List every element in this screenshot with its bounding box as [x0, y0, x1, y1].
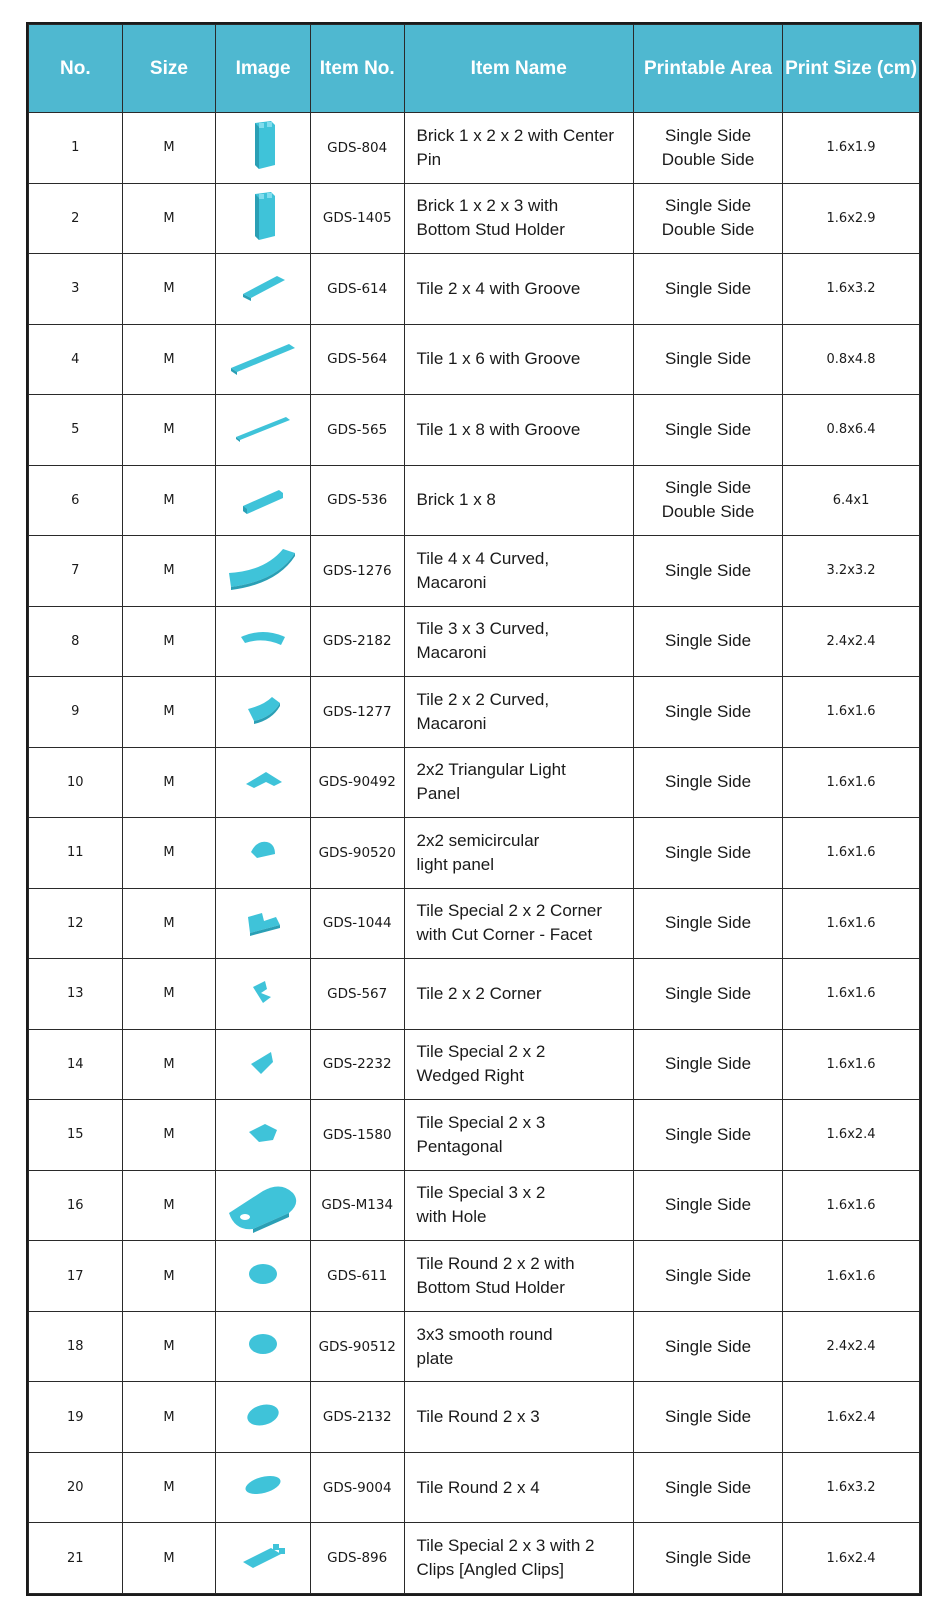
item-name-line: Pentagonal [416, 1136, 503, 1156]
row-image [216, 818, 311, 889]
item-name-line: Tile 2 x 2 Corner [416, 983, 542, 1003]
row-size: M [122, 818, 216, 889]
header-image: Image [216, 25, 311, 113]
row-size: M [122, 324, 216, 395]
row-printable-area [633, 536, 782, 607]
row-image [216, 113, 311, 184]
item-name-line: Tile 2 x 4 with Groove [416, 278, 581, 298]
row-print-size: 1.6x2.4 [783, 1523, 920, 1594]
row-image [216, 1523, 311, 1594]
item-name-line: Tile Round 2 x 4 [416, 1477, 540, 1497]
item-name-line: Macaroni [416, 643, 487, 663]
printable-area-line: Single Side [665, 1054, 752, 1074]
row-item-no: GDS-90492 [310, 747, 404, 818]
row-print-size: 1.6x3.2 [783, 254, 920, 325]
row-number: 14 [29, 1029, 123, 1100]
printable-area-line: Double Side [661, 502, 755, 522]
row-number: 6 [29, 465, 123, 536]
table-row [29, 1100, 920, 1171]
row-item-name [404, 1523, 633, 1594]
row-print-size: 3.2x3.2 [783, 536, 920, 607]
printable-area-line: Single Side [665, 419, 752, 439]
row-item-name [404, 959, 633, 1030]
curve-small-icon [216, 689, 310, 734]
row-item-no: GDS-90520 [310, 818, 404, 889]
item-name-line: with Hole [416, 1207, 487, 1227]
row-print-size: 1.6x1.6 [783, 818, 920, 889]
row-number: 20 [29, 1452, 123, 1523]
item-name-line: Tile Special 2 x 2 [416, 1042, 546, 1062]
table-row [29, 254, 920, 325]
table-row [29, 677, 920, 748]
row-item-no: GDS-90512 [310, 1311, 404, 1382]
tile-long-thin-icon [216, 407, 310, 452]
row-printable-area [633, 183, 782, 254]
item-name-line: Macaroni [416, 713, 487, 733]
printable-area-line: Single Side [665, 1548, 752, 1568]
printable-area-line: Single Side [665, 349, 752, 369]
row-printable-area [633, 747, 782, 818]
item-name-line: Pin [416, 149, 442, 169]
row-number: 11 [29, 818, 123, 889]
row-number: 9 [29, 677, 123, 748]
row-printable-area [633, 113, 782, 184]
row-print-size: 6.4x1 [783, 465, 920, 536]
item-name-line: Tile Round 2 x 2 with [416, 1254, 575, 1273]
table-row [29, 959, 920, 1030]
table-row [29, 324, 920, 395]
item-name-line: with Cut Corner - Facet [416, 925, 593, 945]
row-size: M [122, 888, 216, 959]
pentagon-icon [216, 1112, 310, 1157]
table-row [29, 1382, 920, 1453]
printable-area-line: Double Side [661, 149, 755, 169]
printable-area-line: Single Side [665, 560, 752, 580]
round-plate-icon [216, 1329, 310, 1364]
row-printable-area [633, 959, 782, 1030]
printable-area-line: Single Side [665, 1124, 752, 1144]
row-size: M [122, 606, 216, 677]
row-number: 2 [29, 183, 123, 254]
row-print-size: 0.8x6.4 [783, 395, 920, 466]
printable-area-line: Double Side [661, 220, 755, 240]
item-name-line: Clips [Angled Clips] [416, 1560, 564, 1580]
item-name-line: Tile Special 2 x 3 with 2 [416, 1536, 595, 1556]
row-item-name [404, 747, 633, 818]
row-item-name [404, 465, 633, 536]
row-size: M [122, 395, 216, 466]
clip-tile-icon [216, 1536, 310, 1581]
row-number: 5 [29, 395, 123, 466]
row-printable-area [633, 1100, 782, 1171]
row-printable-area [633, 1452, 782, 1523]
table-row [29, 818, 920, 889]
row-image [216, 1382, 311, 1453]
row-size: M [122, 747, 216, 818]
item-name-line: Macaroni [416, 572, 487, 592]
item-name-line: Tile 2 x 2 Curved, [416, 689, 550, 709]
row-printable-area [633, 1241, 782, 1312]
item-name-line: Tile 3 x 3 Curved, [416, 619, 550, 639]
row-item-no: GDS-614 [310, 254, 404, 325]
row-image [216, 395, 311, 466]
row-item-no: GDS-567 [310, 959, 404, 1030]
brick-long-icon [216, 478, 310, 523]
row-image [216, 606, 311, 677]
row-size: M [122, 1452, 216, 1523]
printable-area-line: Single Side [665, 701, 752, 721]
row-image [216, 1170, 311, 1241]
row-printable-area [633, 606, 782, 677]
row-item-name [404, 183, 633, 254]
row-number: 4 [29, 324, 123, 395]
row-item-name [404, 113, 633, 184]
header-printable-area: Printable Area [633, 25, 782, 113]
row-print-size: 1.6x1.6 [783, 747, 920, 818]
printable-area-line: Single Side [665, 631, 752, 651]
row-image [216, 959, 311, 1030]
row-number: 10 [29, 747, 123, 818]
table-row [29, 465, 920, 536]
row-size: M [122, 1100, 216, 1171]
item-name-line: Brick 1 x 2 x 3 with [416, 196, 559, 216]
row-item-name [404, 1029, 633, 1100]
row-printable-area [633, 465, 782, 536]
row-number: 8 [29, 606, 123, 677]
table-row [29, 1029, 920, 1100]
row-image [216, 465, 311, 536]
item-name-line: 2x2 Triangular Light [416, 760, 566, 780]
curve-medium-icon [216, 621, 310, 662]
header-print-size: Print Size (cm) [783, 25, 920, 113]
table-row [29, 1523, 920, 1594]
item-name-line: Tile 1 x 8 with Groove [416, 419, 581, 439]
printable-area-line: Single Side [665, 125, 752, 145]
row-item-name [404, 1241, 633, 1312]
tile-with-hole-icon [216, 1173, 310, 1238]
row-item-no: GDS-896 [310, 1523, 404, 1594]
printable-area-line: Single Side [665, 478, 752, 498]
row-printable-area [633, 677, 782, 748]
row-print-size: 2.4x2.4 [783, 1311, 920, 1382]
row-item-no: GDS-564 [310, 324, 404, 395]
row-size: M [122, 113, 216, 184]
row-print-size: 2.4x2.4 [783, 606, 920, 677]
item-name-line: Tile 1 x 6 with Groove [416, 349, 581, 369]
row-item-no: GDS-1580 [310, 1100, 404, 1171]
row-item-name [404, 606, 633, 677]
round-tile-icon [216, 1259, 310, 1294]
printable-area-line: Single Side [665, 913, 752, 933]
row-number: 13 [29, 959, 123, 1030]
item-name-line: light panel [416, 854, 495, 874]
row-print-size: 1.6x1.6 [783, 959, 920, 1030]
semicircle-panel-icon [216, 832, 310, 873]
item-name-line: 2x2 semicircular [416, 830, 540, 850]
row-size: M [122, 1241, 216, 1312]
printable-area-line: Single Side [665, 1336, 752, 1356]
row-item-no: GDS-2232 [310, 1029, 404, 1100]
header-item-name: Item Name [404, 25, 633, 113]
row-print-size: 1.6x2.4 [783, 1382, 920, 1453]
row-number: 16 [29, 1170, 123, 1241]
printable-area-line: Single Side [665, 1407, 752, 1427]
curve-large-icon [216, 543, 310, 598]
row-print-size: 1.6x1.6 [783, 1241, 920, 1312]
row-item-no: GDS-1044 [310, 888, 404, 959]
row-item-name [404, 677, 633, 748]
header-size: Size [122, 25, 216, 113]
row-image [216, 1311, 311, 1382]
corner-facet-icon [216, 901, 310, 946]
printable-area-line: Single Side [665, 278, 752, 298]
printable-area-line: Single Side [665, 196, 752, 216]
brick-tall-icon [216, 117, 310, 178]
product-table [28, 24, 920, 1594]
row-image [216, 677, 311, 748]
row-image [216, 747, 311, 818]
row-item-no: GDS-1405 [310, 183, 404, 254]
product-table-sheet [26, 22, 922, 1596]
row-print-size: 1.6x3.2 [783, 1452, 920, 1523]
row-size: M [122, 465, 216, 536]
header-row [29, 25, 920, 113]
table-row [29, 1241, 920, 1312]
row-item-name [404, 254, 633, 325]
header-no: No. [29, 25, 123, 113]
row-image [216, 183, 311, 254]
wedge-icon [216, 1042, 310, 1087]
row-print-size: 1.6x1.6 [783, 677, 920, 748]
row-print-size: 1.6x2.9 [783, 183, 920, 254]
row-size: M [122, 1382, 216, 1453]
row-number: 21 [29, 1523, 123, 1594]
item-name-line: Tile Special 2 x 2 Corner [416, 901, 603, 921]
row-item-name [404, 395, 633, 466]
row-image [216, 1100, 311, 1171]
row-item-name [404, 1100, 633, 1171]
row-item-no: GDS-9004 [310, 1452, 404, 1523]
row-number: 7 [29, 536, 123, 607]
oval-tile-icon [216, 1398, 310, 1437]
triangle-panel-icon [216, 762, 310, 803]
table-row [29, 113, 920, 184]
row-item-no: GDS-2132 [310, 1382, 404, 1453]
item-name-line: Tile Round 2 x 3 [416, 1407, 540, 1427]
printable-area-line: Single Side [665, 1266, 752, 1285]
row-size: M [122, 1170, 216, 1241]
header-item-no: Item No. [310, 25, 404, 113]
table-row [29, 1170, 920, 1241]
table-row [29, 395, 920, 466]
row-size: M [122, 1523, 216, 1594]
row-image [216, 1241, 311, 1312]
row-printable-area [633, 324, 782, 395]
row-size: M [122, 677, 216, 748]
printable-area-line: Single Side [665, 983, 752, 1003]
row-item-no: GDS-536 [310, 465, 404, 536]
row-item-no: GDS-1276 [310, 536, 404, 607]
row-item-no: GDS-2182 [310, 606, 404, 677]
table-row [29, 747, 920, 818]
row-image [216, 1029, 311, 1100]
row-number: 19 [29, 1382, 123, 1453]
row-item-name [404, 1170, 633, 1241]
printable-area-line: Single Side [665, 842, 752, 862]
row-image [216, 536, 311, 607]
row-size: M [122, 254, 216, 325]
row-printable-area [633, 1311, 782, 1382]
row-item-name [404, 324, 633, 395]
row-image [216, 1452, 311, 1523]
row-item-name [404, 818, 633, 889]
item-name-line: Bottom Stud Holder [416, 220, 565, 240]
row-number: 3 [29, 254, 123, 325]
table-row [29, 606, 920, 677]
row-size: M [122, 1311, 216, 1382]
table-row [29, 888, 920, 959]
row-size: M [122, 1029, 216, 1100]
row-printable-area [633, 254, 782, 325]
row-printable-area [633, 1029, 782, 1100]
oval-long-icon [216, 1470, 310, 1505]
row-size: M [122, 536, 216, 607]
table-row [29, 536, 920, 607]
row-number: 12 [29, 888, 123, 959]
row-item-no: GDS-804 [310, 113, 404, 184]
tile-short-icon [216, 266, 310, 311]
item-name-line: Brick 1 x 2 x 2 with Center [416, 125, 614, 145]
row-size: M [122, 183, 216, 254]
row-printable-area [633, 1382, 782, 1453]
tile-long-icon [216, 332, 310, 387]
row-item-no: GDS-1277 [310, 677, 404, 748]
row-number: 18 [29, 1311, 123, 1382]
item-name-line: Tile 4 x 4 Curved, [416, 548, 550, 568]
row-print-size: 1.6x2.4 [783, 1100, 920, 1171]
row-print-size: 1.6x1.6 [783, 1170, 920, 1241]
row-image [216, 888, 311, 959]
row-print-size: 0.8x4.8 [783, 324, 920, 395]
row-item-name [404, 1382, 633, 1453]
item-name-line: Wedged Right [416, 1066, 524, 1086]
item-name-line: Tile Special 2 x 3 [416, 1112, 546, 1132]
row-item-no: GDS-565 [310, 395, 404, 466]
item-name-line: Brick 1 x 8 [416, 490, 496, 510]
item-name-line: Panel [416, 784, 460, 804]
row-item-no: GDS-611 [310, 1241, 404, 1312]
row-number: 15 [29, 1100, 123, 1171]
item-name-line: plate [416, 1348, 454, 1368]
row-number: 17 [29, 1241, 123, 1312]
row-item-name [404, 1311, 633, 1382]
item-name-line: Bottom Stud Holder [416, 1278, 565, 1297]
row-image [216, 324, 311, 395]
row-size: M [122, 959, 216, 1030]
row-number: 1 [29, 113, 123, 184]
item-name-line: Tile Special 3 x 2 [416, 1183, 546, 1203]
item-name-line: 3x3 smooth round [416, 1324, 553, 1344]
row-printable-area [633, 1170, 782, 1241]
printable-area-line: Single Side [665, 1477, 752, 1497]
row-print-size: 1.6x1.9 [783, 113, 920, 184]
row-image [216, 254, 311, 325]
row-item-name [404, 536, 633, 607]
row-item-name [404, 1452, 633, 1523]
row-printable-area [633, 1523, 782, 1594]
row-item-no: GDS-M134 [310, 1170, 404, 1241]
table-row [29, 183, 920, 254]
printable-area-line: Single Side [665, 772, 752, 792]
row-item-name [404, 888, 633, 959]
corner-tile-icon [216, 971, 310, 1016]
printable-area-line: Single Side [665, 1195, 752, 1215]
row-print-size: 1.6x1.6 [783, 888, 920, 959]
row-printable-area [633, 818, 782, 889]
table-row [29, 1311, 920, 1382]
row-printable-area [633, 395, 782, 466]
row-printable-area [633, 888, 782, 959]
table-row [29, 1452, 920, 1523]
row-print-size: 1.6x1.6 [783, 1029, 920, 1100]
brick-tall-icon [216, 188, 310, 249]
